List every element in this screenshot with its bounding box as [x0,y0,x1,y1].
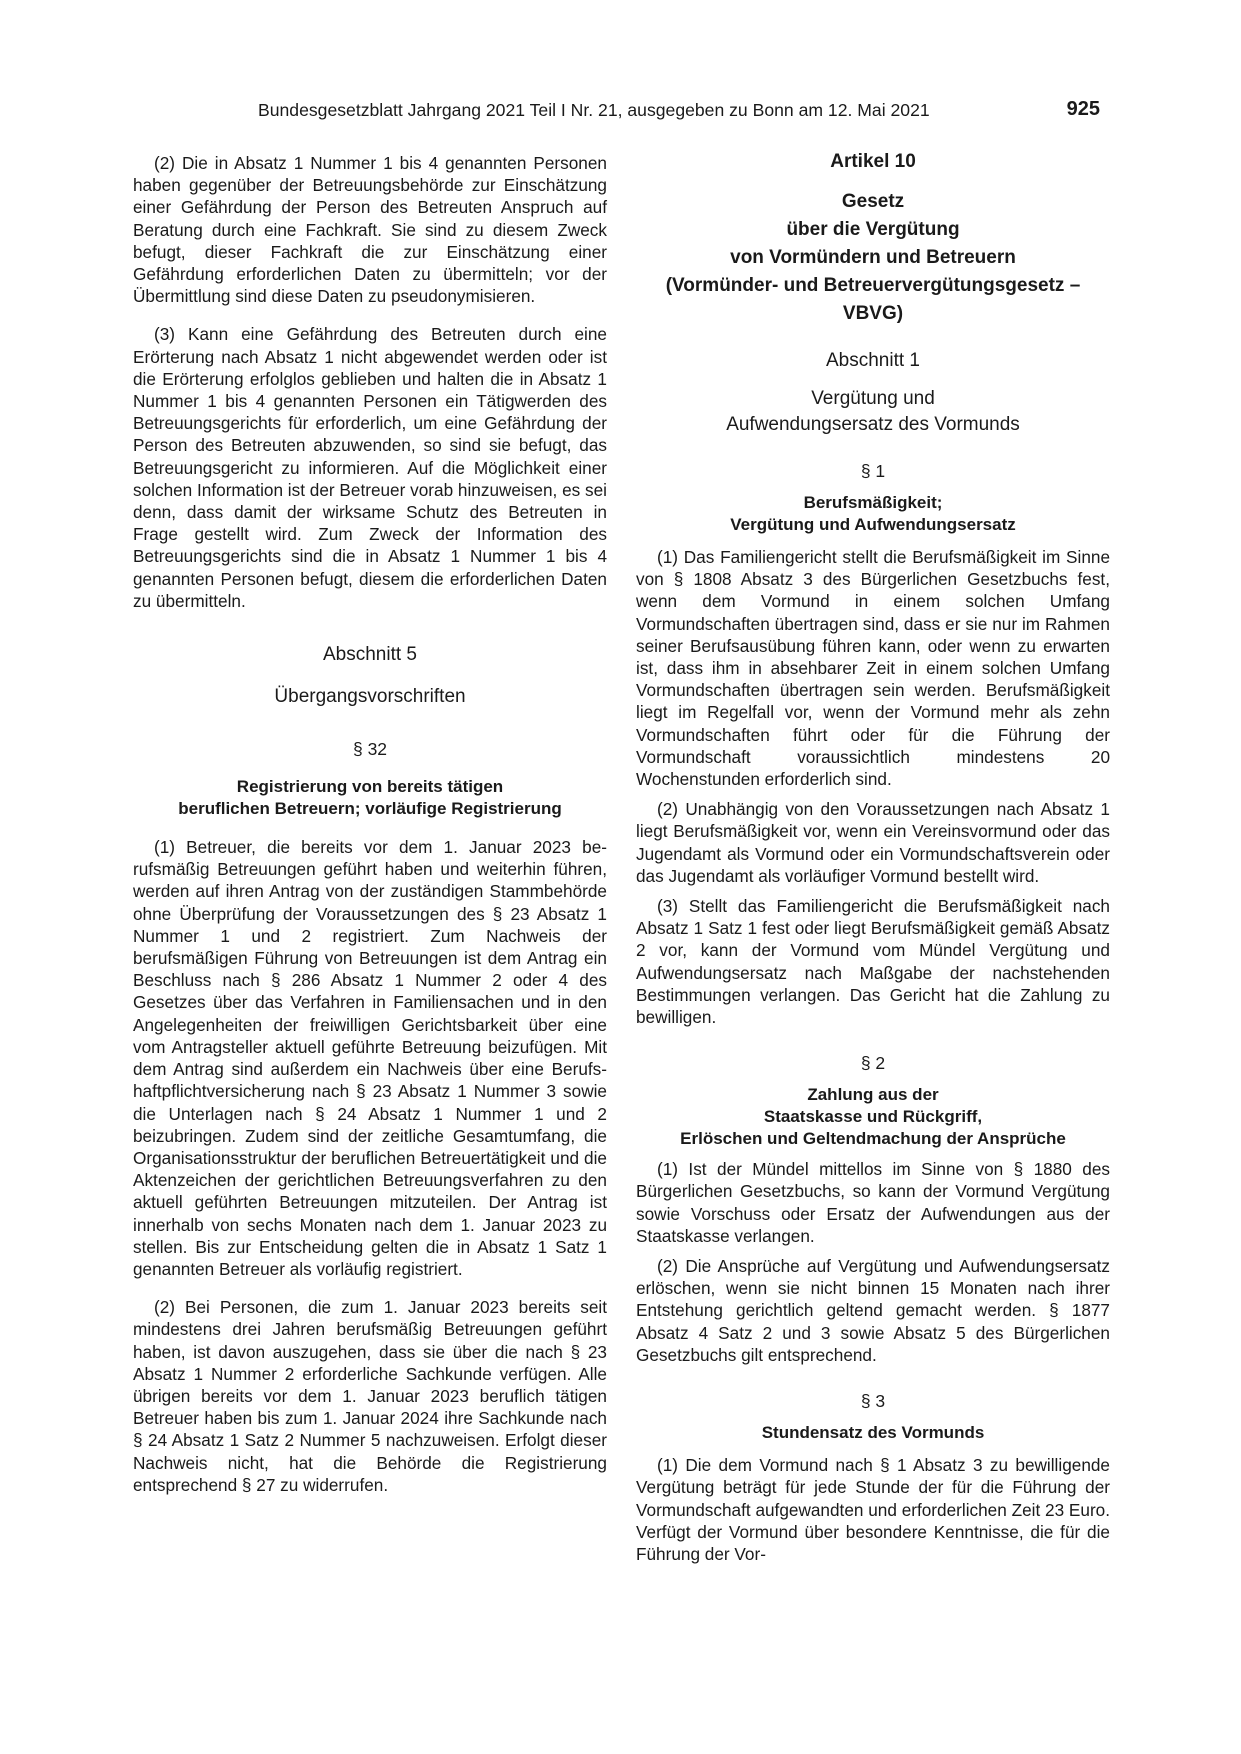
paragraph-32-2: (2) Bei Personen, die zum 1. Januar 2023 bereits seit mindestens drei Jahren berufsmäßig Betreuungen geführt haben, ist davon auszugehen, dass sie über die nach § 23 Absatz 1 Nummer 2 erforderliche Sachkunde verfügen. Alle übrigen bereits vor dem 1. Januar 2023 beruflich tätigen Betreuer haben bis zum 1. Januar 2024 ihre Sachkunde nach § 24 Absatz 1 Satz 2 Nummer 5 nachzuweisen. Erfolgt dieser Nachweis nicht, hat die Behörde die Registrierung entsprechend § 27 zu widerrufen. [133,1297,607,1495]
paragraph-2-title-line-1: Zahlung aus der [807,1085,939,1105]
page-header [130,98,1100,128]
paragraph-3-1: (1) Die dem Vormund nach § 1 Absatz 3 zu bewilligende Vergütung beträgt für jede Stunde der für die Führung der Vormundschaft aufgewandten und erforderlichen Zeit 23 Euro. Verfügt der Vormund über besondere Kenntnisse, die für die Führung der Vor- [636,1455,1110,1564]
paragraph-2-number: § 2 [860,1053,886,1074]
right-column [636,148,1110,1565]
paragraph-1-title-line-2: Vergütung und Aufwendungsersatz [730,515,1016,534]
paragraph-2-title-line-2: Staatskasse und Rückgriff, [763,1107,983,1127]
law-title-line-1: Gesetz [841,191,905,212]
paragraph-1-title-line-1: Berufsmäßigkeit; [803,493,943,512]
law-title-line-5: VBVG) [842,303,904,324]
paragraph-title-line-1: Registrierung von bereits tätigen [236,777,504,797]
section-heading: Abschnitt 1 [826,350,920,371]
paragraph-3-title: Stundensatz des Vormunds [761,1423,985,1443]
running-title: Bundesgesetzblatt Jahrgang 2021 Teil I Nr. 21, ausgegeben zu Bonn am 12. Mai 2021 [258,100,930,120]
paragraph-2-2: (2) Die Ansprüche auf Vergütung und Aufwendungsersatz erlöschen, wenn sie nicht binnen 15 Monaten nach ihrer Entstehung gerichtlich geltend gemacht werden. § 1877 Absatz 4 Satz 2 und 3 sowie Absatz 5 des Bürgerlichen Gesetzbuchs gilt entsprechend. [636,1256,1110,1365]
paragraph-2-title-line-3: Erlöschen und Geltendmachung der Ansprüche [680,1129,1066,1149]
law-title-line-3: von Vormündern und Betreuern [730,247,1016,268]
paragraph-2-1: (1) Ist der Mündel mittellos im Sinne von § 1880 des Bürgerlichen Gesetzbuchs, so kann der Vormund Vergütung sowie Vorschuss oder Ersatz der Aufwendungen aus der Staatskasse verlangen. [636,1159,1110,1246]
paragraph-3-number: § 3 [860,1391,886,1412]
left-column [133,152,607,1496]
paragraph-32-1: (1) Betreuer, die bereits vor dem 1. Januar 2023 berufsmäßig Betreuungen geführt haben und weiterhin führen, werden auf ihren Antrag von der zuständigen Stammbehörde ohne Überprüfung der Voraussetzungen des § 23 Absatz 1 Nummer 1 und 2 registriert. Zum Nachweis der berufsmäßigen Führung von Betreuungen ist dem Antrag ein Beschluss nach § 286 Absatz 1 Nummer 2 oder 4 des Gesetzes über das Verfahren in Familiensachen und in den Angelegenheiten der freiwilligen Gerichtsbarkeit über eine vom Antragsteller aktuell geführte Betreuung beizufügen. Mit dem Antrag sind außerdem ein Nachweis über eine Berufshaftpflichtversicherung nach § 23 Absatz 1 Nummer 3 sowie die Unterlagen nach § 24 Absatz 1 Nummer 1 und 2 beizubringen. Zudem sind der zeitliche Gesamtumfang, die Organisationsstruktur der beruflichen Betreuertätigkeit und die Aktenzeichen der gerichtlichen Betreuungsverfahren zu den aktuell geführten Betreuungen mitzuteilen. Der Antrag ist innerhalb von sechs Monaten nach dem 1. Januar 2023 zu stellen. Bis zur Entscheidung gelten die in Absatz 1 Satz 1 genannten Betreuer als vorläufig registriert. [133,837,607,1279]
paragraph-3: (3) Kann eine Gefährdung des Betreuten durch eine Erörterung nach Absatz 1 nicht abgewendet werden oder ist die Erörterung erfolglos geblieben und halten die in Absatz 1 Nummer 1 bis 4 genannten Personen ein Tätigwerden des Betreuungsgerichts für erforderlich, um eine Gefährdung der Person des Betreuten abzuwenden, so sind sie befugt, das Betreuungsgericht zu informieren. Auf die Möglichkeit einer solchen Information ist der Betreuer vorab hinzuweisen, es sei denn, dass damit der wirksame Schutz des Betreuten in Frage gestellt wird. Zum Zweck der Information des Betreuungsgerichts sind die in Absatz 1 Nummer 1 bis 4 genannten Personen befugt, diesem die erforderlichen Daten zu übermitteln. [133,324,607,611]
paragraph-1-1: (1) Das Familiengericht stellt die Berufsmäßigkeit im Sinne von § 1808 Absatz 3 des Bürgerlichen Gesetzbuchs fest, wenn dem Vormund in einem solchen Umfang Vormundschaften übertragen sind, dass er sie nur im Rahmen seiner Berufsausübung führen kann, oder wenn zu erwarten ist, dass ihm in absehbarer Zeit in einem solchen Umfang Vormundschaften übertragen sein werden. Berufsmäßigkeit liegt im Regelfall vor, wenn der Vormund mehr als zehn Vormundschaften führt oder für die Führung der Vormundschaft voraussichtlich mindestens 20 Wochenstunden erforderlich sind. [636,547,1110,790]
article-heading: Artikel 10 [830,151,916,172]
section-title-line-1: Vergütung und [811,388,935,409]
section-title-line-2: Aufwendungsersatz des Vormunds [726,414,1020,435]
paragraph-1-2: (2) Unabhängig von den Voraussetzungen nach Absatz 1 liegt Berufsmäßigkeit vor, wenn ein Vereinsvormund oder das Jugendamt als Vormund oder ein Vormundschaftsverein oder das Jugendamt als vorläufiger Vormund bestellt wird. [636,799,1110,886]
law-title-line-4: (Vormünder- und Betreuervergütungsgesetz – [665,275,1081,296]
paragraph-1-number: § 1 [860,461,886,481]
page-number: 925 [1066,98,1100,120]
paragraph-number: § 32 [352,739,388,760]
section-title: Übergangsvorschriften [274,686,466,708]
paragraph-title-line-2: beruflichen Betreuern; vorläufige Registrierung [178,799,562,819]
paragraph-2: (2) Die in Absatz 1 Nummer 1 bis 4 genannten Personen haben gegenüber der Betreuungsbehörde zur Einschätzung einer Gefährdung der Person des Betreuten Anspruch auf Beratung durch eine Fachkraft. Sie sind zu diesem Zweck befugt, dieser Fachkraft die zur Einschätzung einer Gefährdung erforderlichen Daten zu übermitteln; vor der Übermittlung sind diese Daten zu pseudonymisieren. [133,153,607,307]
paragraph-1-3: (3) Stellt das Familiengericht die Berufsmäßigkeit nach Absatz 1 Satz 1 fest oder liegt Berufsmäßigkeit gemäß Absatz 2 vor, kann der Vormund vom Mündel Vergütung und Aufwendungsersatz nach Maßgabe der nachstehenden Bestimmungen verlangen. Das Gericht hat die Zahlung zu bewilligen. [636,896,1110,1028]
section-heading: Abschnitt 5 [323,644,417,666]
law-title-line-2: über die Vergütung [786,219,960,240]
